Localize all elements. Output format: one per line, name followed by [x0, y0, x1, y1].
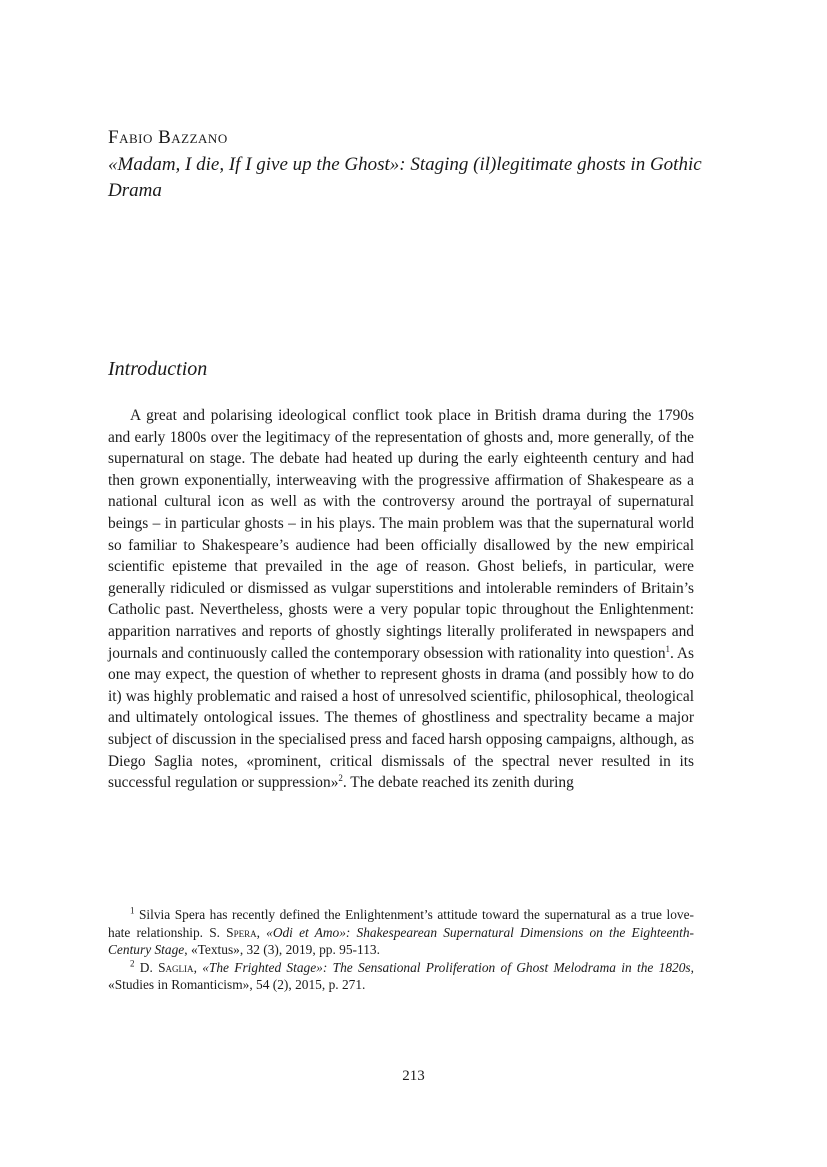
footnote-text: , «Studies in Romanticism», 54 (2), 2015, p. 271.: [108, 959, 694, 992]
section-heading: Introduction: [108, 358, 208, 380]
chapter-title: «Madam, I die, If I give up the Ghost»: Staging (il)legitimate ghosts in Gothic Drama: [108, 154, 702, 201]
chapter-header: [108, 126, 708, 204]
footnote-ref-1: 1: [665, 643, 671, 654]
footnote-text: ,: [193, 959, 203, 975]
footnote-text: ,: [256, 924, 267, 940]
footnote-author: Saglia: [158, 959, 194, 975]
footnote-1: [108, 906, 694, 959]
footnote-work-title: «The Frighted Stage»: The Sensational Proliferation of Ghost Melodrama in the 1820s: [202, 959, 691, 975]
footnote-2: [108, 959, 694, 994]
author-name: Fabio Bazzano: [108, 127, 228, 148]
footnote-work-title: «Odi et Amo»: Shakespearean Supernatural Dimensions on the Eighteenth-Century Stage: [108, 924, 694, 957]
footnote-author: Spera: [226, 924, 257, 940]
paragraph-text-part: . As one may expect, the question of whether to represent ghosts in drama (and possibly how to do it) was highly problematic and raised a host of unresolved scientific, philosophical, theological and ultimately ontological issues. The themes of ghostliness and spectrality became a major subject of discussion in the specialised press and faced harsh opposing campaigns, although, as Diego Saglia notes, «prominent, critical dismissals of the spectral never resulted in its successful regulation or suppression»: [108, 644, 694, 792]
footnote-text: D.: [134, 959, 159, 975]
paragraph-text-part: A great and polarising ideological conflict took place in British drama during the 1790s and early 1800s over the legitimacy of the representation of ghosts and, more generally, of the supernatural on stage. The debate had heated up during the early eighteenth century and had then grown exponentially, interweaving with the progressive affirmation of Shakespeare as a national cultural icon as well as with the controversy around the portrayal of supernatural beings – in particular ghosts – in his plays. The main problem was that the supernatural world so familiar to Shakespeare’s audience had been officially disallowed by the new empirical scientific episteme that prevailed in the age of reason. Ghost beliefs, in particular, were generally ridiculed or dismissed as vulgar superstitions and intolerable reminders of Britain’s Catholic past. Nevertheless, ghosts were a very popular topic throughout the Enlightenment: apparition narratives and reports of ghostly sightings literally proliferated in newspapers and journals and continuously called the contemporary obsession with rationality into question: [108, 407, 694, 662]
body-text: [108, 405, 694, 794]
footnote-text: , «Textus», 32 (3), 2019, pp. 95-113.: [184, 942, 380, 957]
footnote-mark: 1: [130, 905, 135, 916]
paragraph-text-part: . The debate reached its zenith during: [342, 774, 574, 792]
footnote-ref-2: 2: [338, 772, 343, 783]
footnote-text: Silvia Spera has recently defined the Enlightenment’s attitude toward the supernatural as a true love-hate relationship. S.: [108, 907, 694, 940]
footnote-mark: 2: [130, 958, 135, 969]
paragraph: [108, 405, 694, 794]
footnotes: [108, 906, 694, 994]
page-number: 213: [402, 1068, 425, 1084]
